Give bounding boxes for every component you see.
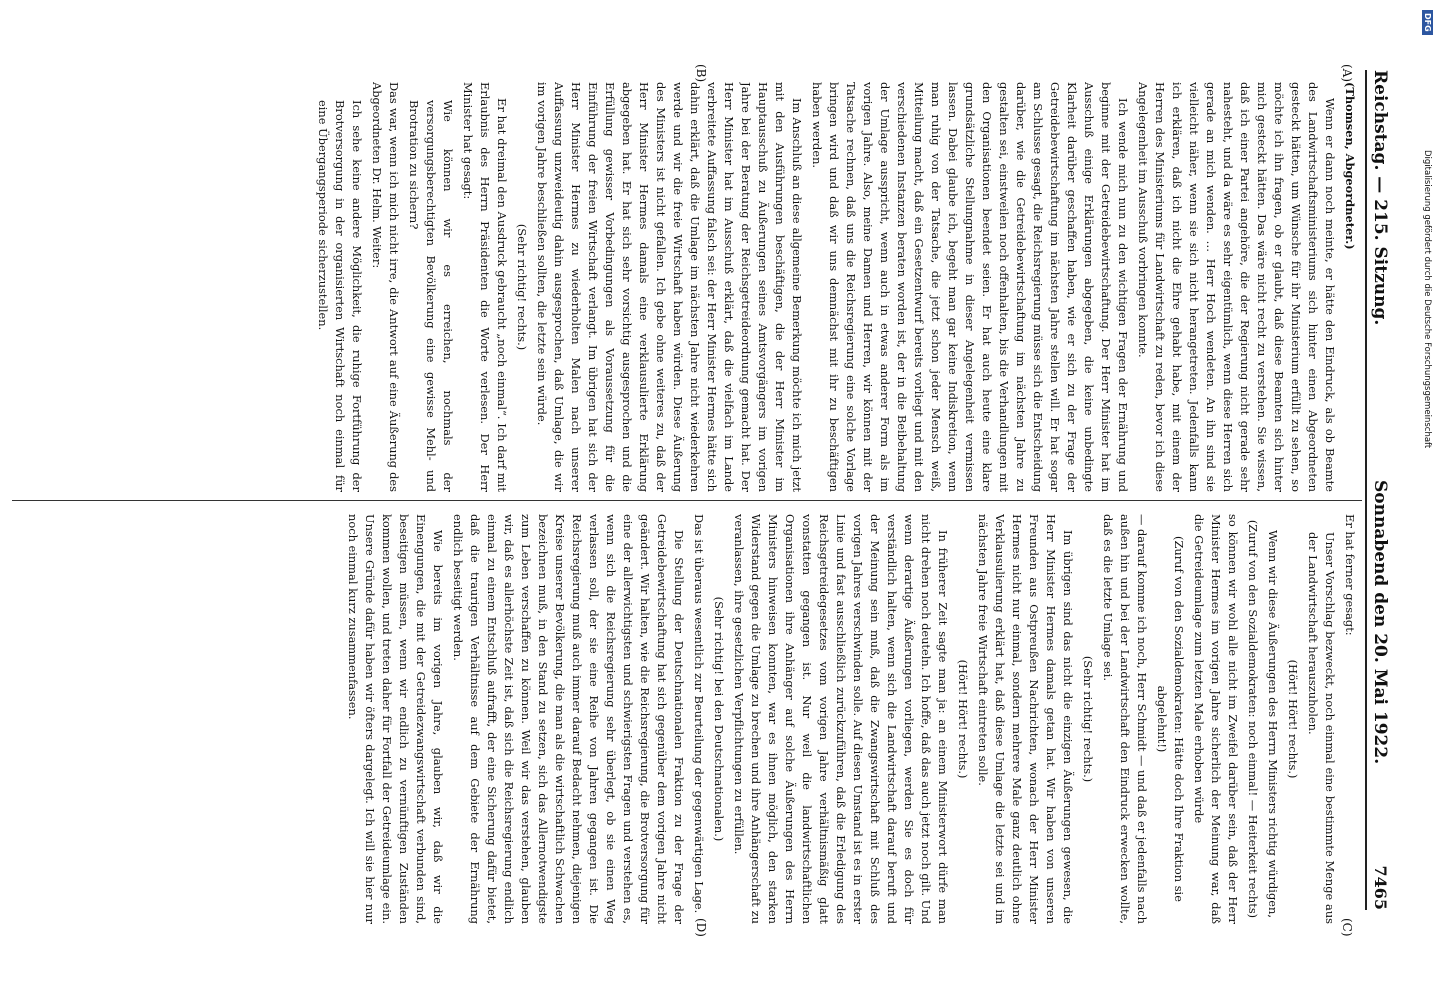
- paragraph: In früherer Zeit sagte man ja: an einem Ministerwort dürfe man nicht drehen noch deuteln. Ich hoffe, daß das auch jetzt noch gilt. Und wenn derartige Äußerungen vorliegen, werden Sie es doch für verständlich halten, wenn sich die Landwirtschaft darauf beruft und der Meinung sein muß, daß die Zwangswirtschaft mit Schluß des vorigen Jahres verschwinden solle. Auf diesen Umstand ist es in erster Linie und fast ausschließlich zurückzuführen, daß die Erledigung des Reichsgetreidegesetzes vom vorigen Jahre verhältnismäßig glatt vonstatten gegangen ist. Nur weil die landwirtschaftlichen Organisationen ihre Anhänger auf solche Äußerungen des Herrn Ministers hinweisen konnten, war es ihnen möglich, den starken Widerstand gegen die Umlage zu brechen und ihre Anhängerschaft zu veranlassen, ihre gesetzlichen Verpflichtungen zu erfüllen.: [732, 514, 950, 924]
- margin-marker-b: (B): [694, 64, 708, 83]
- page-header: [1368, 70, 1390, 910]
- paragraph: Ich wende mich nun zu den wichtigen Fragen der Ernährung und beginne mit der Getreidebewirtschaftung. Der Herr Minister hat im Ausschuß einige Erklärungen abgegeben, die keine unbedingte Klarheit darüber geschaffen haben, wie er sich zu der Frage der Getreidebewirtschaftung im nächsten Jahre stellen will. Er hat sogar am Schlusse gesagt, die Reichsregierung müsse sich die Entscheidung darüber, wie die Getreidebewirtschaftung im nächsten Jahre zu gestalten sei, einstweilen noch offenhalten, bis die Verhandlungen mit den Organisationen beendet seien. Er hat auch heute eine klare grundsätzliche Stellungnahme in dieser Angelegenheit vermissen lassen. Dabei glaube ich, begeht man gar keine Indiskretion, wenn man ruhig von der Tatsache, die jetzt schon jeder Mensch weiß, Mitteilung macht, daß ein Gesetzentwurf bereits vorliegt und mit den verschiedenen Instanzen beraten worden ist, der in die Beibehaltung der Umlage ausspricht, wenn auch in etwas anderer Form als im vorigen Jahre. Also, meine Damen und Herren, wir können mit der Tatsache rechnen, daß uns die Reichsregierung eine solche Vorlage bringen wird und daß wir uns demnächst mit ihr zu beschäftigen haben werden.: [810, 82, 1130, 492]
- paragraph: Im übrigen sind das nicht die einzigen Äußerungen gewesen, die Herr Minister Hermes damals getan hat. Wir haben von unseren Freunden aus Ostpreußen Nachrichten, wonach der Herr Minister Hermes nicht nur einmal, sondern mehrere Male ganz deutlich ohne Verklausulierung erklärt hat, daß diese Umlage die letzte sei und im nächsten Jahre freie Wirtschaft eintreten solle.: [976, 514, 1075, 924]
- interjection: (Sehr richtig! rechts.): [515, 223, 529, 351]
- interjection: (Sehr richtig! rechts.): [1081, 655, 1095, 783]
- interjection: (Hört! Hört! rechts.): [1286, 659, 1300, 779]
- paragraph: Im Anschluß an diese allgemeine Bemerkung möchte ich mich jetzt mit den Ausführungen beschäftigen, die der Herr Minister im Hauptausschuß zu Äußerungen seines Amtsvorgängers im vorigen Jahre bei der Beratung der Reichsgetreideordnung gemacht hat. Der Herr Minister hat im Ausschuß erklärt, daß die vielfach im Lande verbreitete Auffassung falsch sei: der Herr Minister Hermes hätte sich dahin erklärt, daß die Umlage im nächsten Jahre nicht wiederkehren werde und wir die freie Wirtschaft haben würden. Diese Äußerung des Ministers ist nicht gefallen. Ich gebe ohne weiteres zu, daß der Herr Minister Hermes damals eine verklausulierte Erklärung abgegeben hat. Er hat sich sehr vorsichtig ausgesprochen und die Erfüllung gewisser Vorbedingungen als Voraussetzung für die Einführung der freien Wirtschaft verlangt. Im übrigen hat sich der Herr Minister Hermes zu wiederholten Malen nach unserer Auffassung unzweideutig dahin ausgesprochen, daß Umlage, die wir im vorigen Jahre beschließen sollten, die letzte sein würde.: [535, 82, 804, 492]
- interjection: (Sehr richtig! bei den Deutschnationalen.): [712, 596, 726, 842]
- page-number: 7465: [1371, 865, 1390, 910]
- header-session: Reichstag. — 215. Sitzung.: [1370, 70, 1390, 326]
- margin-marker-d: (D): [694, 918, 708, 937]
- header-rule: [1365, 70, 1367, 910]
- paragraph: Wie bereits im vorigen Jahre, glauben wir, daß wir die Einengungen, die mit der Getreidezwangswirtschaft verbunden sind, beseitigen müssen, wenn wir endlich zu vernünftigen Zuständen kommen wollen, und treten daher für Fortfall der Getreideumlage ein. Unsere Gründe dafür haben wir öfters dargelegt. Ich will sie hier nur noch einmal kurz zusammenfassen.: [346, 514, 445, 924]
- margin-marker-a: (A): [1340, 64, 1354, 83]
- paragraph: — darauf komme ich noch, Herr Schmidt — und daß er jedenfalls nach außen hin und bei der Landwirtschaft den Eindruck erwecken wollte, daß es die letzte Umlage sei.: [1101, 514, 1149, 924]
- column-divider: [12, 500, 1362, 501]
- speaker-label: (Thomsen, Abgeordneter.): [1343, 82, 1357, 250]
- digitization-sidebar: [1418, 0, 1434, 1000]
- left-column: [28, 82, 1358, 492]
- paragraph: Das ist überaus wesentlich zur Beurteilung der gegenwärtigen Lage.: [692, 514, 706, 914]
- quotation: Ich sehe keine andere Möglichkeit, die ruhige Fortführung der Brotversorgung in der organisierten Wirtschaft noch einmal für eine Übergangsperiode sicherzustellen.: [316, 100, 364, 492]
- margin-marker-c: (C): [1340, 918, 1354, 937]
- paragraph: Er hat ferner gesagt:: [1343, 514, 1357, 636]
- interjection: (Zuruf von den Sozialdemokraten: noch einmal! — Heiterkeit rechts): [1246, 519, 1260, 919]
- right-column: [28, 514, 1358, 924]
- dfg-logo: DFG: [1422, 10, 1433, 35]
- paragraph: Wenn er dann noch meinte, er hätte den Eindruck, als ob Beamte des Landwirtschaftsministeriums sich hinter einen Abgeordneten gesteckt hätten, um Wünsche für ihr Ministerium erfüllt zu sehen, so möchte ich ihn fragen, ob er glaubt, daß diese Beamten sich hinter mich gesteckt hätten. Das wäre nicht recht zu verstehen. Sie wissen, daß ich einer Partei angehöre, die der Regierung nicht gerade sehr nahesteht, und da wäre es sehr eigentümlich, wenn diese Herren sich gerade an mich wenden. … Herr Hoch wendeten. An ihn sind sie vielleicht näher, wenn sie sich nicht herangetreten. Jedenfalls kann ich erklären, daß ich nicht die Ehre gehabt habe, mit einem der Herren des Ministeriums für Landwirtschaft zu reden, bevor ich diese Angelegenheit im Ausschuß vorbringen konnte.: [1136, 82, 1337, 492]
- paragraph: so können wir wohl alle nicht im Zweifel darüber sein, daß der Herr Minister Hermes im vorigen Jahre sicherlich der Meinung war, daß die Getreideumlage zum letzten Male erhoben würde: [1192, 514, 1240, 924]
- paragraph: Die Stellung der Deutschnationalen Fraktion zu der Frage der Getreidebewirtschaftung hat sich gegenüber dem vorigen Jahre nicht geändert. Wir halten, wie die Reichsregierung, die Brotversorgung für eine der allerwichtigsten und schwierigsten Fragen und verstehen es, wenn sich die Reichsregierung sehr überlegt, ob sie einen Weg verlassen soll, der sie eine Reihe von Jahren gegangen ist. Die Reichsregierung muß auch immer darauf Bedacht nehmen, diejenigen Kreise unserer Bevölkerung, die man als die wirtschaftlich Schwachen bezeichnen muß, in den Stand zu setzen, sich das Allernotwendigste zum Leben verschaffen zu können. Weil wir das verstehen, glauben wir, daß es allerhöchste Zeit ist, daß sich die Reichsregierung endlich einmal zu einem Entschluß aufrafft, der eine Sicherung dafür bietet, daß die traurigen Verhältnisse auf dem Gebiete der Ernährung endlich beseitigt werden.: [451, 514, 686, 924]
- quotation: Unser Vorschlag bezweckt, noch einmal eine bestimmte Menge aus der Landwirtschaft herauszuholen.: [1306, 532, 1337, 924]
- paragraph: Das war, wenn ich mich nicht irre, die Antwort auf eine Äußerung des Abgeordneten Dr. Helm. Weiter:: [370, 82, 401, 492]
- paragraph: Er hat dreimal den Ausdruck gebraucht „noch einmal“. Ich darf mit Erlaubnis des Herrn Präsidenten die Worte verlesen. Der Herr Minister hat gesagt:: [461, 82, 509, 492]
- interjection: (Hört! Hört! rechts.): [956, 659, 970, 779]
- quotation: Wie können wir es erreichen, nochmals der versorgungsberechtigten Bevölkerung eine gewisse Mehl- und Brotration zu sichern?: [407, 100, 455, 492]
- interjection: (Zuruf von den Sozialdemokraten: Hätte doch Ihre Fraktion sie abgelehnt!): [1155, 536, 1186, 902]
- paragraph: Wenn wir diese Äußerungen des Herrn Ministers richtig würdigen,: [1266, 530, 1280, 918]
- header-date: Sonnabend den 20. Mai 1922.: [1370, 480, 1390, 765]
- digitization-credit: Digitalisierung gefördert durch die Deutsche Forschungsgemeinschaft: [1422, 150, 1432, 449]
